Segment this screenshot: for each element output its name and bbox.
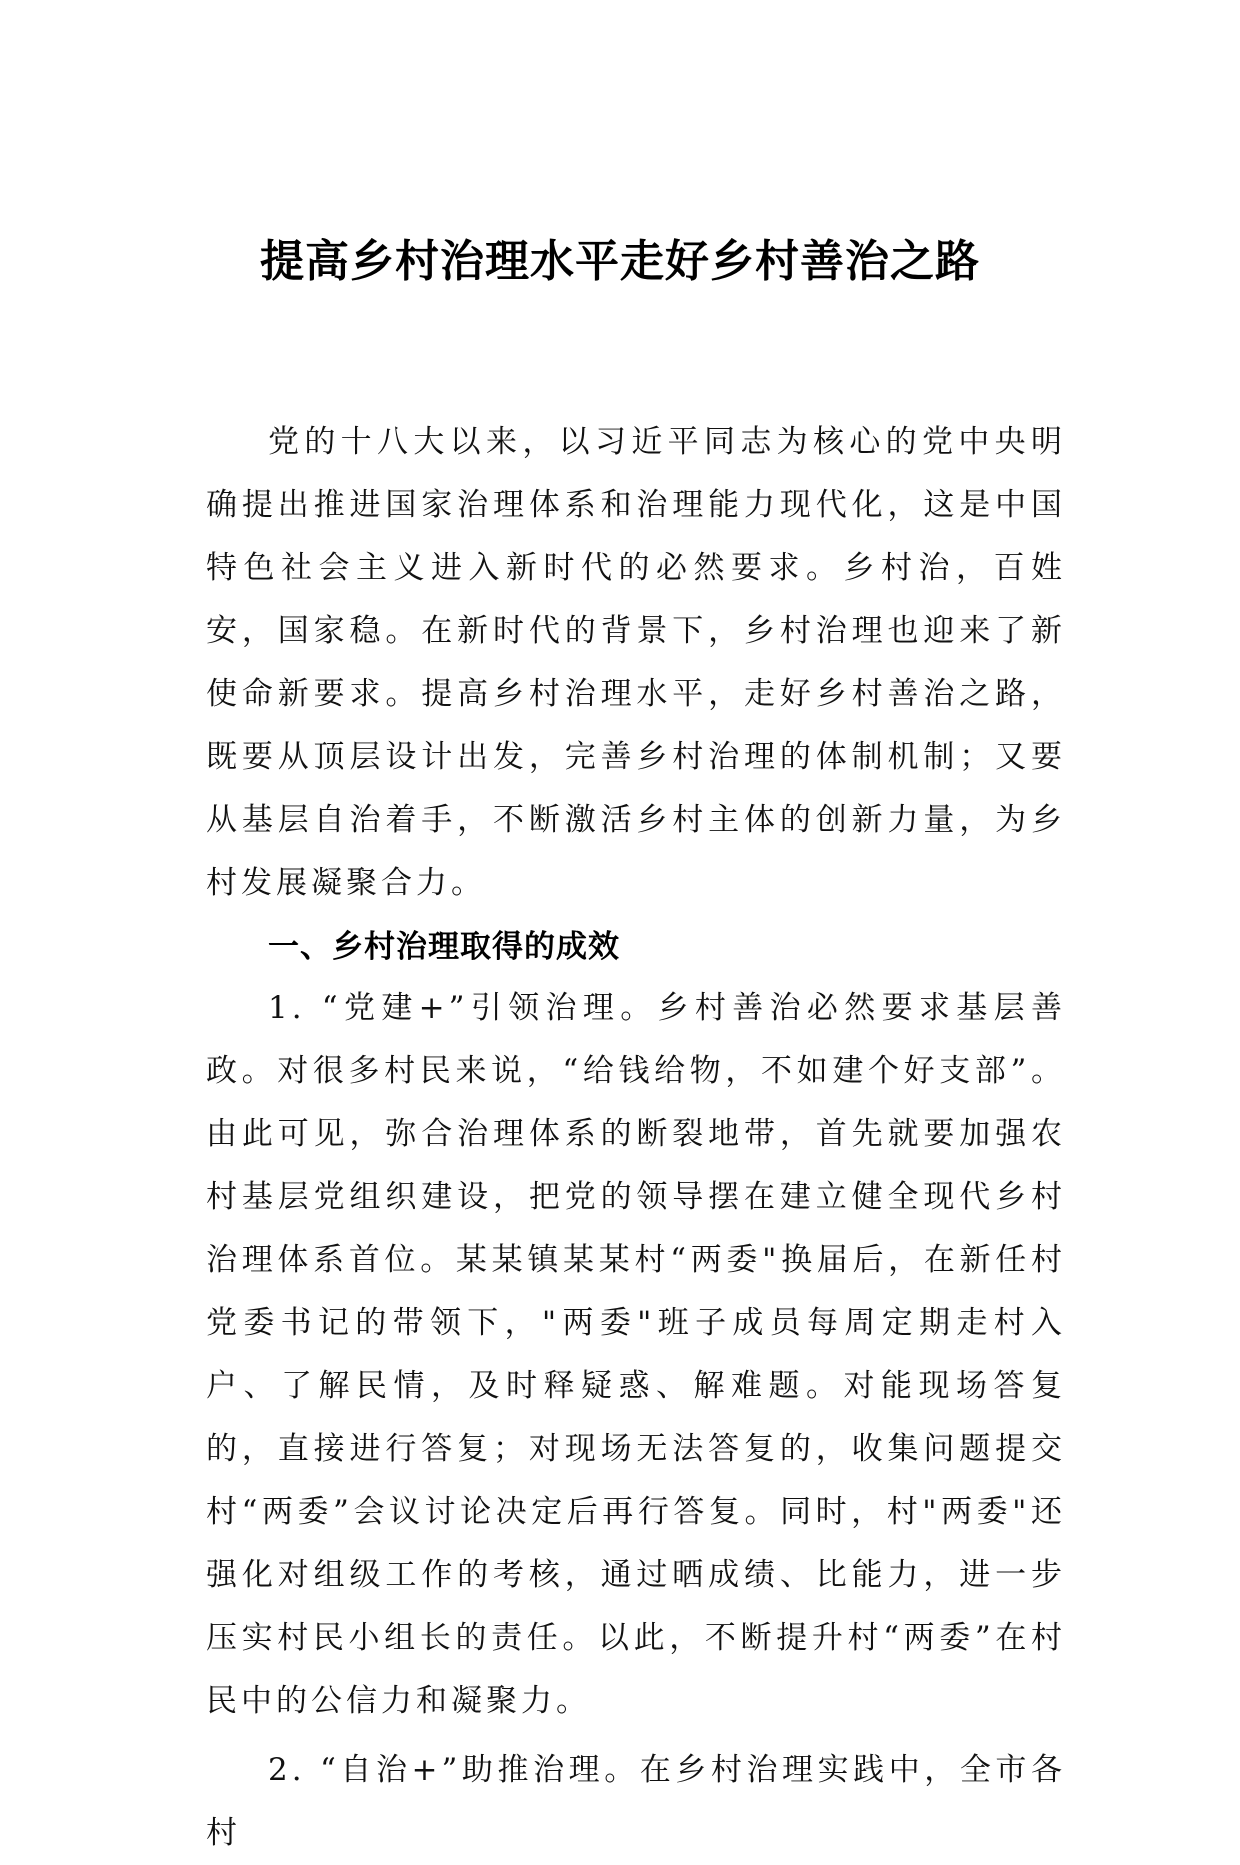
document-body: [206, 411, 1066, 1865]
intro-paragraph: 党的十八大以来，以习近平同志为核心的党中央明确提出推进国家治理体系和治理能力现代化，这是中国特色社会主义进入新时代的必然要求。乡村治，百姓安，国家稳。在新时代的背景下，乡村治理也迎来了新使命新要求。提高乡村治理水平，走好乡村善治之路，既要从顶层设计出发，完善乡村治理的体制机制；又要从基层自治着手，不断激活乡村主体的创新力量，为乡村发展凝聚合力。: [206, 424, 1066, 901]
document-title: 提高乡村治理水平走好乡村善治之路: [260, 236, 980, 287]
item-paragraph-2: 2. “自治+”助推治理。在乡村治理实践中，全市各村: [206, 1752, 1066, 1851]
item-paragraph-1: 1. “党建+”引领治理。乡村善治必然要求基层善政。对很多村民来说，“给钱给物，不如建个好支部”。由此可见，弥合治理体系的断裂地带，首先就要加强农村基层党组织建设，把党的领导摆在建立健全现代乡村治理体系首位。某某镇某某村“两委"换届后，在新任村党委书记的带领下，"两委"班子成员每周定期走村入户、了解民情，及时释疑惑、解难题。对能现场答复的，直接进行答复；对现场无法答复的，收集问题提交村“两委”会议讨论决定后再行答复。同时，村"两委"还强化对组级工作的考核，通过晒成绩、比能力，进一步压实村民小组长的责任。以此，不断提升村“两委”在村民中的公信力和凝聚力。: [206, 990, 1066, 1719]
section-heading: 一、乡村治理取得的成效: [268, 929, 620, 965]
